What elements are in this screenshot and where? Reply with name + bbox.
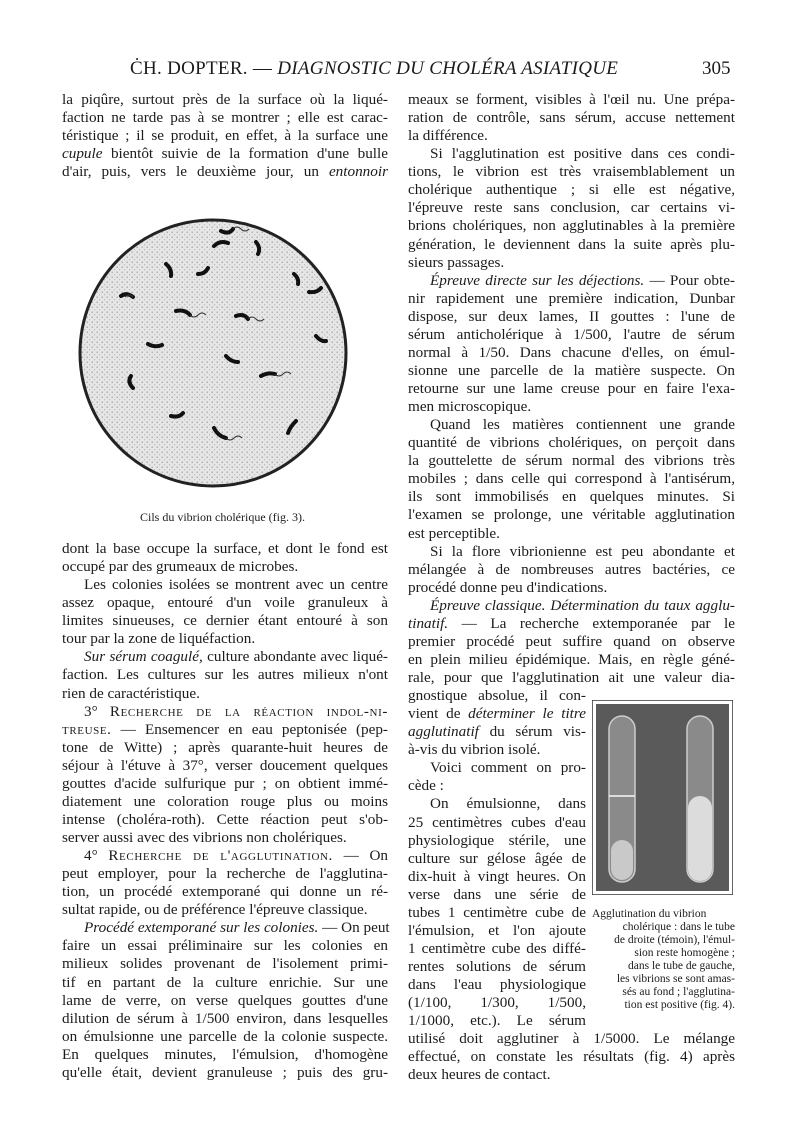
- text-line: téristique ; il se produit, en effet, à la surface une: [62, 127, 388, 145]
- text-line: on émulsionne une parcelle de la colonie suspecte.: [62, 1027, 388, 1045]
- text-line: en plein milieu épidémique. Mais, en règle géné-: [408, 650, 735, 668]
- text-line: [62, 847, 388, 865]
- italic-text: entonnoir: [328, 163, 388, 181]
- text-line: cholérique authentique ; si elle est négative,: [408, 181, 735, 199]
- text-line: 25 centimètres cubes d'eau: [408, 813, 586, 831]
- text-line: sérum anticholérique à 1/500, l'autre de sérum: [408, 325, 735, 343]
- header-dash: —: [247, 58, 278, 79]
- text-line: physiologique stérile, une: [408, 831, 586, 849]
- text-line: (1/100, 1/300, 1/500,: [408, 994, 586, 1012]
- text-line: faction ne tarde pas à se montrer ; elle est carac-: [62, 109, 388, 127]
- text-line: normal à 1/50. Dans chacune d'elles, on émul-: [408, 343, 735, 361]
- text-line: tions, le vibrion est très vraisemblablement un: [408, 163, 735, 181]
- text-run: — Ensemencer en eau peptonisée (pep-: [111, 720, 388, 738]
- italic-text: agglutinatif: [408, 723, 479, 741]
- caption-line: cholérique : dans le tube: [622, 921, 735, 933]
- text-line: [62, 648, 388, 666]
- text-line: gouttes d'acide sulfurique pur ; on obtient immé-: [62, 774, 388, 792]
- small-caps-heading: Recherche de l'agglutination.: [108, 847, 333, 865]
- text-line: l'épreuve reste sans conclusion, car certains vi-: [408, 199, 735, 217]
- caption-line: dans le tube de gauche,: [628, 960, 735, 972]
- small-caps-heading: treuse.: [62, 720, 112, 738]
- caption-line: Agglutination du vibrion: [592, 908, 707, 920]
- text-line: milieux solides provenant de l'isolement primi-: [62, 955, 388, 973]
- text-line: la différence.: [408, 127, 488, 145]
- text-line: tubes 1 centimètre cube de: [408, 903, 586, 921]
- text-line: Les colonies isolées se montrent avec un centre: [84, 576, 388, 594]
- text-line: rien de caractéristique.: [62, 684, 200, 702]
- text-line: l'émulsion, et l'on ajoute: [408, 921, 586, 939]
- text-line: Voici comment on pro-: [430, 759, 586, 777]
- text-line: retourne sur une lame creuse pour en faire l'exa-: [408, 380, 735, 397]
- text-line: mobiles ; dans celle qui correspond à l'antisérum,: [408, 470, 735, 488]
- text-line: peut employer, pour la recherche de l'agglutina-: [62, 865, 388, 883]
- italic-text: cupule: [62, 145, 103, 163]
- text-line: sieurs passages.: [408, 253, 505, 271]
- figure-4-caption: [592, 908, 735, 1012]
- right-tube: [687, 716, 713, 882]
- text-line: dilution de sérum à 1/500 environ, dans lesquelles: [62, 1009, 388, 1027]
- text-line: tone de Witte) ; après quarante-huit heures de: [62, 738, 388, 756]
- text-line: men microscopique.: [408, 398, 532, 416]
- text-line: dispose, sur deux lames, II gouttes : l'une de: [408, 307, 735, 325]
- text-line: sionne une parcelle de la matière suspecte. On: [408, 361, 735, 379]
- text-line: effectué, on constate les résultats (fig. 4) après: [408, 1048, 735, 1066]
- left-column-top: [62, 91, 388, 181]
- text-line: [408, 597, 735, 615]
- figure-4-test-tubes-photo: [592, 700, 733, 895]
- italic-text: Épreuve directe sur les déjections.: [430, 271, 645, 289]
- text-line: dont la base occupe la surface, et dont le fond est: [62, 540, 388, 557]
- text-run: 4°: [84, 847, 109, 865]
- text-line: faction. Les cultures sur les autres milieux n'ont: [62, 666, 388, 684]
- text-line: ration de contrôle, sans sérum, accuse nettement: [408, 109, 735, 127]
- text-line: cède :: [408, 777, 444, 795]
- text-run: — On: [332, 847, 389, 865]
- text-line: faire un essai préliminaire sur les colonies en: [62, 937, 388, 955]
- text-line: [62, 703, 388, 721]
- text-line: tour par la zone de liquéfaction.: [62, 630, 256, 648]
- figure-3-micrograph: [76, 216, 351, 491]
- text-line: Si la flore vibrionienne est peu abondante et: [430, 542, 735, 560]
- text-line: nir rapidement une première indication, Dunbar: [408, 289, 735, 307]
- text-run: du sérum vis-: [478, 723, 586, 741]
- caption-line: sion reste homogène ;: [634, 947, 735, 959]
- italic-text: Épreuve classique. Détermination du taux agglu-: [430, 596, 735, 614]
- text-line: sultat rapide, ou de préférence l'épreuve classique.: [62, 901, 368, 919]
- text-line: occupé par des grumeaux de microbes.: [62, 558, 299, 576]
- text-line: la piqûre, surtout près de la surface où la liqué-: [62, 91, 388, 108]
- text-line: tif en partant de la culture enrichie. Sur une: [62, 973, 388, 991]
- text-line: ils sont immobilisés en quelques minutes. Si: [408, 488, 735, 506]
- figure-3-caption: Cils du vibrion cholérique (fig. 3).: [140, 510, 305, 524]
- text-line: lame de verre, on verse quelques gouttes d'une: [62, 991, 388, 1009]
- running-header: [130, 58, 618, 80]
- caption-line: tion est positive (fig. 4).: [624, 999, 735, 1011]
- text-run: — La recherche extemporanée par le: [448, 614, 735, 632]
- text-line: quantité de vibrions cholériques, on perçoit dans: [408, 434, 735, 452]
- text-line: à-vis du vibrion isolé.: [408, 741, 541, 759]
- italic-text: Procédé extemporané sur les colonies.: [84, 919, 319, 937]
- text-run: — Pour obte-: [644, 271, 735, 289]
- text-line: rentes solutions de sérum: [408, 958, 586, 975]
- text-line: Si l'agglutination est positive dans ces condi-: [430, 145, 735, 163]
- text-run: culture abondante avec liqué-: [202, 648, 388, 666]
- text-line: 1/1000, etc.). Le sérum: [408, 1012, 586, 1030]
- text-line: l'examen se prolonge, une véritable agglutination: [408, 506, 735, 524]
- text-line: assez opaque, entouré d'un voile granuleux à: [62, 594, 388, 612]
- text-run: d'air, puis, vers le deuxième jour, un: [62, 163, 329, 181]
- text-line: brions cholériques, non agglutinables à la première: [408, 217, 735, 235]
- text-line: culture sur gélose âgée de: [408, 849, 586, 867]
- text-line: [62, 919, 388, 937]
- header-title: DIAGNOSTIC DU CHOLÉRA ASIATIQUE: [277, 58, 619, 79]
- text-line: utilisé doit agglutiner à 1/5000. Le mélange: [408, 1030, 735, 1048]
- small-caps-heading: Recherche de la réaction indol-ni-: [109, 702, 388, 720]
- caption-line: de droite (témoin), l'émul-: [614, 934, 735, 946]
- text-line: diatement une coloration rouge plus ou moins: [62, 792, 388, 810]
- text-line: gnostique absolue, il con-: [408, 687, 586, 705]
- text-line: [62, 145, 388, 163]
- italic-text: déterminer le titre: [468, 705, 586, 723]
- text-line: dix-huit à vingt heures. On: [408, 867, 586, 885]
- text-line: En quelques minutes, l'émulsion, d'homogène: [62, 1045, 388, 1063]
- text-line: est perceptible.: [408, 524, 500, 542]
- text-line: mélangée à de nombreuses autres bactéries, ce: [408, 560, 735, 578]
- text-line: verse dans une série de: [408, 885, 586, 903]
- italic-text: Sur sérum coagulé,: [84, 648, 203, 666]
- left-column-bottom: [62, 540, 388, 1082]
- text-line: server aussi avec des vibrions non cholériques.: [62, 829, 347, 846]
- italic-text: tinatif.: [408, 614, 449, 632]
- text-run: bientôt suivie de la formation d'une bulle: [102, 145, 388, 163]
- caption-line: les vibrions se sont amas-: [616, 973, 735, 985]
- text-line: [62, 721, 388, 739]
- text-line: tion, un procédé extemporané qui donne un ré-: [62, 883, 388, 901]
- text-line: [408, 705, 586, 723]
- text-line: [62, 163, 388, 181]
- text-line: premier procédé peut suffire quand on observe: [408, 632, 735, 650]
- text-line: procédé donne peu d'indications.: [408, 578, 608, 596]
- text-line: dans l'eau physiologique: [408, 976, 586, 994]
- text-line: 1 centimètre cube des diffé-: [408, 939, 586, 957]
- text-line: [408, 615, 735, 633]
- text-line: meaux se forment, visibles à l'œil nu. Une prépa-: [408, 91, 735, 108]
- text-run: — On peut: [318, 919, 390, 937]
- text-line: séjour à l'étuve à 37°, verser doucement quelques: [62, 756, 388, 774]
- page-number: 305: [702, 58, 731, 79]
- text-line: rale, pour que l'agglutination ait une valeur dia-: [408, 669, 735, 686]
- header-author: ĊH. DOPTER.: [130, 58, 248, 79]
- text-line: deux heures de contact.: [408, 1066, 551, 1084]
- text-run: vient de: [408, 705, 469, 723]
- text-line: [408, 272, 735, 290]
- text-line: génération, le deviennent dans la suite après plu-: [408, 235, 735, 253]
- text-line: intense (choléra-roth). Cette réaction peut s'ob-: [62, 810, 388, 828]
- text-line: qu'elle était, devient granuleuse ; puis des gru-: [62, 1063, 388, 1081]
- caption-line: sés au fond ; l'agglutina-: [622, 986, 735, 998]
- text-line: la gouttelette de sérum normal des vibrions très: [408, 452, 735, 470]
- left-tube: [609, 716, 635, 882]
- text-line: On émulsionne, dans: [430, 795, 586, 813]
- text-line: Quand les matières contiennent une grande: [430, 416, 735, 434]
- text-line: [408, 723, 586, 741]
- text-line: limites sinueuses, ce dernier étant entouré à son: [62, 612, 388, 630]
- text-run: 3°: [84, 702, 110, 720]
